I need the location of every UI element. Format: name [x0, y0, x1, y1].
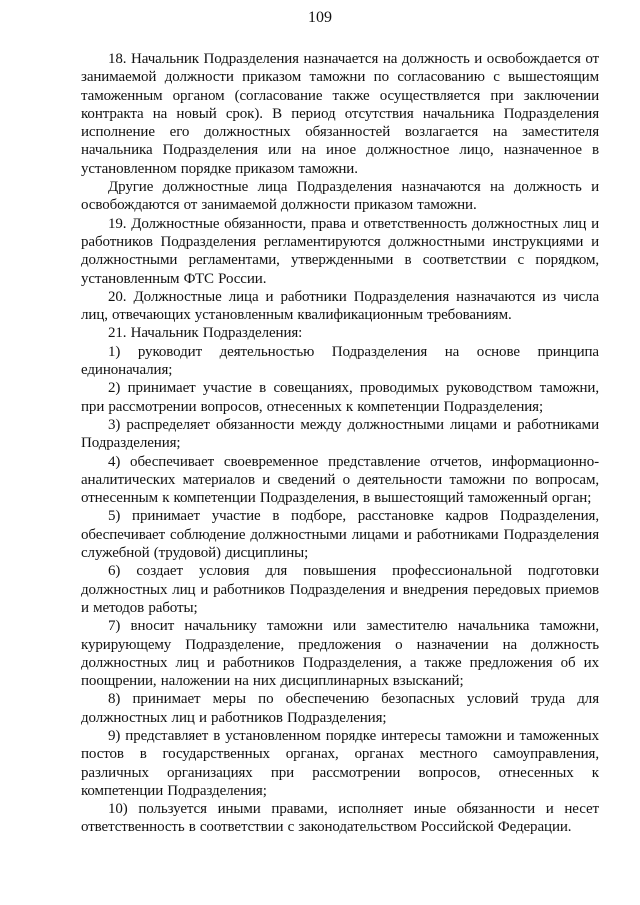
paragraph-20: 20. Должностные лица и работники Подразделения назначаются из числа лиц, отвечающих установленным квалификационным требованиям. — [81, 288, 599, 324]
list-item-4: 4) обеспечивает своевременное представление отчетов, информационно-аналитических материалов и сведений о деятельности таможни по вопросам, отнесенным к компетенции Подразделения, в вышестоящий таможенный орган; — [81, 453, 599, 507]
list-item-6: 6) создает условия для повышения профессиональной подготовки должностных лиц и работников Подразделения и внедрения передовых приемов и методов работы; — [81, 563, 599, 616]
page-number: 109 — [308, 9, 332, 26]
list-item-5: 5) принимает участие в подборе, расстановке кадров Подразделения, обеспечивает соблюдение должностными лицами и работниками Подразделения служебной (трудовой) дисциплины; — [81, 508, 599, 562]
paragraph-19: 19. Должностные обязанности, права и ответственность должностных лиц и работников Подразделения регламентируются должностными инструкциями и должностными регламентами, утвержденными в соответствии с порядком, установленным ФТС России. — [81, 215, 599, 287]
document-body — [81, 50, 599, 837]
list-item-7: 7) вносит начальнику таможни или заместителю начальника таможни, курирующему Подразделение, предложения о назначении на должность должностных лиц и работников Подразделения, а также предложения об их поощрении, наложении на них дисциплинарных взысканий; — [81, 618, 599, 690]
list-item-9: 9) представляет в установленном порядке интересы таможни и таможенных постов в государственных органах, органах местного самоуправления, различных организациях при рассмотрении вопросов, отнесенных к компетенции Подразделения; — [81, 727, 599, 799]
paragraph-18-other-officials: Другие должностные лица Подразделения назначаются на должность и освобождаются от занимаемой должности приказом таможни. — [81, 179, 599, 214]
list-item-8: 8) принимает меры по обеспечению безопасных условий труда для должностных лиц и работников Подразделения; — [81, 691, 599, 726]
list-item-2: 2) принимает участие в совещаниях, проводимых руководством таможни, при рассмотрении вопросов, отнесенных к компетенции Подразделения; — [81, 380, 599, 415]
list-item-3: 3) распределяет обязанности между должностными лицами и работниками Подразделения; — [81, 416, 599, 452]
list-item-1: 1) руководит деятельностью Подразделения на основе принципа единоначалия; — [81, 343, 599, 379]
paragraph-18: 18. Начальник Подразделения назначается на должность и освобождается от занимаемой должности приказом таможни по согласованию с вышестоящим таможенным органом (согласование также осуществляется при заключении контракта на новый срок). В период отсутствия начальника Подразделения исполнение его должностных обязанностей возлагается на заместителя начальника Подразделения или на иное должностное лицо, назначенное в установленном порядке приказом таможни. — [81, 51, 599, 177]
paragraph-21-heading: 21. Начальник Подразделения: — [108, 325, 303, 342]
list-item-10: 10) пользуется иными правами, исполняет иные обязанности и несет ответственность в соответствии с законодательством Российской Федерации. — [81, 801, 599, 836]
